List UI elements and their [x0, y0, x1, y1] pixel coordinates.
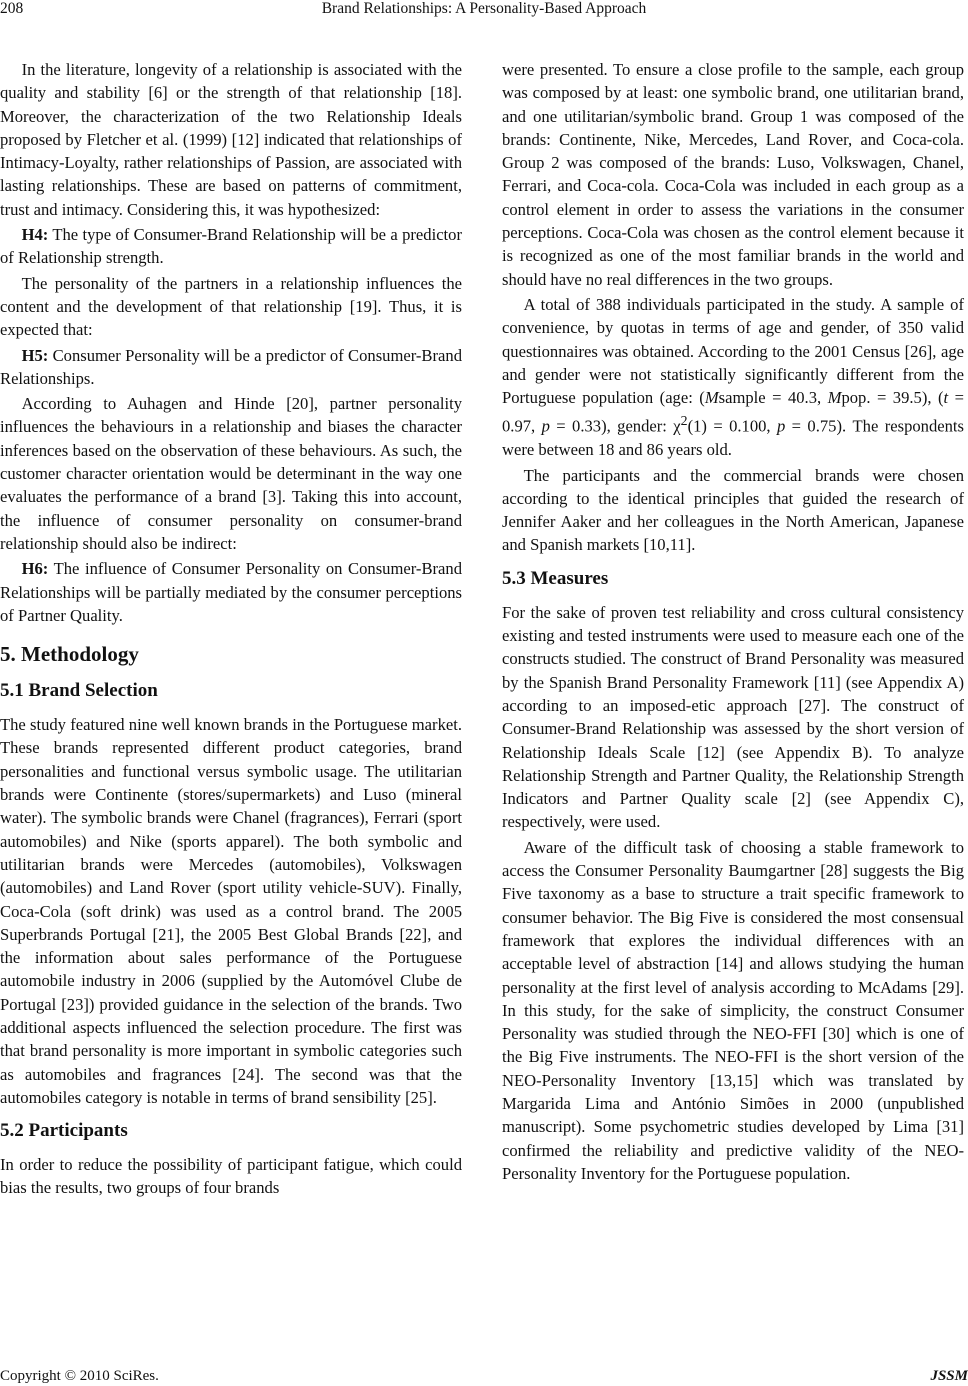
- text-run: = 0.75). The respondents were between 18 and 86 years old.: [502, 416, 965, 460]
- math-symbol: M: [704, 388, 719, 408]
- left-column: [0, 58, 462, 1202]
- paragraph: For the sake of proven test reliability and cross cultural consistency existing and tested instruments were used to measure each one of the constructs studied. The construct of Brand Personality was measured by the Spanish Brand Personality Framework [11] (see Appendix A) according to an imposed-etic approach [27]. The construct of Consumer-Brand Relationship was assessed by the short version of Relationship Ideals Scale [12] (see Appendix B). To analyze Relationship Strength and Partner Quality, the Relationship Strength Indicators and Partner Quality scale [2] (see Appendix C), respectively, were used.: [502, 602, 964, 832]
- hypothesis-label: H5:: [21, 345, 49, 365]
- subsection-heading: 5.1 Brand Selection: [0, 680, 158, 702]
- hypothesis-label: H4:: [21, 225, 49, 245]
- text-run: = 0.33), gender: χ: [549, 416, 681, 436]
- paragraph: In the literature, longevity of a relationship is associated with the quality and stability [6] or the strength of that relationship [18]. Moreover, the characterization of the two Relationship Ideals proposed by Fletcher et al. (1999) [12] indicated that relationships of Intimacy-Loyalty, rather relationships of Passion, are associated with lasting relationships. These are based on patterns of commitment, trust and intimacy. Considering this, it was hypothesized:: [0, 60, 462, 219]
- hypothesis-text: The influence of Consumer Personality on Consumer-Brand Relationships will be partially mediated by the consumer perceptions of Partner Quality.: [0, 559, 462, 625]
- paragraph-statistics: [502, 293, 964, 462]
- hypothesis-label: H6:: [21, 559, 49, 579]
- paragraph: were presented. To ensure a close profile to the sample, each group was composed by at least: one symbolic brand, one utilitarian brand, and one utilitarian/symbolic brand. Group 1 was composed of the brands: Continente, Nike, Mercedes, Land Rover, and Coca-cola. Group 2 was composed of the brands: Luso, Volkswagen, Chanel, Ferrari, and Coca-cola. Coca-Cola was included in each group as a control element in order to assess the variations in the consumer perceptions. Coca-Cola was chosen as the control element because it is recognized as one of the most familiar brands in the world and should have no real differences in the two groups.: [502, 60, 964, 289]
- paragraph: The participants and the commercial brands were chosen according to the identical principles that guided the research of Jennifer Aaker and her colleagues in the North American, Japanese and Spanish markets [10,11].: [502, 465, 964, 555]
- paragraph: The personality of the partners in a relationship influences the content and the development of that relationship [19]. Thus, it is expected that:: [0, 273, 462, 340]
- text-run: = 0.97,: [502, 388, 964, 436]
- running-title: Brand Relationships: A Personality-Based Approach: [321, 0, 647, 17]
- paragraph: In order to reduce the possibility of participant fatigue, which could bias the results, two groups of four brands: [0, 1155, 462, 1198]
- text-run: (1) = 0.100,: [687, 416, 777, 436]
- math-symbol: M: [827, 388, 842, 408]
- paragraph: The study featured nine well known brands in the Portuguese market. These brands represented different product categories, brand personalities and functional versus symbolic usage. The utilitarian brands were Continente (stores/supermarkets) and Luso (mineral water). The symbolic brands were Chanel (fragrances), Ferrari (sport automobiles) and Nike (sports apparel). The both symbolic and utilitarian brands were Mercedes (automobiles), Volkswagen (automobiles) and Land Rover (sport utility vehicle-SUV). Finally, Coca-Cola (soft drink) was used as a control brand. The 2005 Superbrands Portugal [21], the 2005 Best Global Brands [22], and the information about sales performance of the Portuguese automobile industry in 2006 (supplied by the Automóvel Clube de Portugal [23]) provided guidance in the selection of the brands. Two additional aspects influenced the selection procedure. The first was that brand personality is more important in symbolic categories such as automobiles and fragrances [24]. The second was that the automobiles category is notable in terms of brand sensibility [25].: [0, 715, 462, 1107]
- text-run: pop. = 39.5), (: [841, 388, 944, 408]
- page-number: 208: [0, 0, 24, 17]
- hypothesis-h6: [0, 557, 462, 627]
- copyright-notice: Copyright © 2010 SciRes.: [0, 1368, 159, 1384]
- superscript: 2: [680, 413, 688, 429]
- text-run: sample = 40.3,: [718, 388, 828, 408]
- text-run: A total of 388 individuals participated in the study. A sample of convenience, by quotas in terms of age and gender, of 350 valid questionnaires was obtained. According to the 2001 Census [26], age and gender were not statistically significantly different from the Portuguese population (age: (: [502, 294, 964, 408]
- page-header: [0, 0, 968, 20]
- subsection-heading: 5.3 Measures: [502, 567, 609, 589]
- math-symbol: p: [776, 416, 786, 436]
- hypothesis-text: The type of Consumer-Brand Relationship will be a predictor of Relationship strength.: [0, 225, 462, 268]
- math-symbol: p: [541, 416, 550, 436]
- paragraph: According to Auhagen and Hinde [20], partner personality influences the behaviours in a relationship and biases the character inferences based on the observation of these behaviours. As such, the customer character orientation would be determinant in the way one evaluates the performance of a brand [3]. Taking this into account, the influence of consumer personality on consumer-brand relationship should also be indirect:: [0, 394, 462, 553]
- paragraph: Aware of the difficult task of choosing a stable framework to access the Consumer Personality Baumgartner [28] suggests the Big Five taxonomy as a base to structure a trait specific framework to consumer behavior. The Big Five is considered the most consensual framework that explores the individual differences with an acceptable level of abstraction [14] and allows studying the human personality at the first level of analysis according to McAdams [29]. In this study, for the sake of simplicity, the construct Consumer Personality was studied through the NEO-FFI [30] which is one of the Big Five instruments. The NEO-FFI is the short version of the NEO-Personality Inventory [13,15] which was translated by Margarida Lima and António Simões in 2000 (unpublished manuscript). Some psychometric studies developed by Lima [31] confirmed the reliability and predictive validity of the NEO-Personality Inventory for the Portuguese population.: [502, 837, 964, 1183]
- journal-abbreviation: JSSM: [930, 1368, 968, 1384]
- hypothesis-h5: [0, 344, 462, 391]
- hypothesis-h4: [0, 223, 462, 270]
- section-heading: 5. Methodology: [0, 642, 139, 667]
- math-symbol: t: [943, 388, 949, 408]
- right-column: [502, 58, 964, 1187]
- subsection-heading: 5.2 Participants: [0, 1120, 128, 1142]
- hypothesis-text: Consumer Personality will be a predictor of Consumer-Brand Relationships.: [0, 345, 462, 388]
